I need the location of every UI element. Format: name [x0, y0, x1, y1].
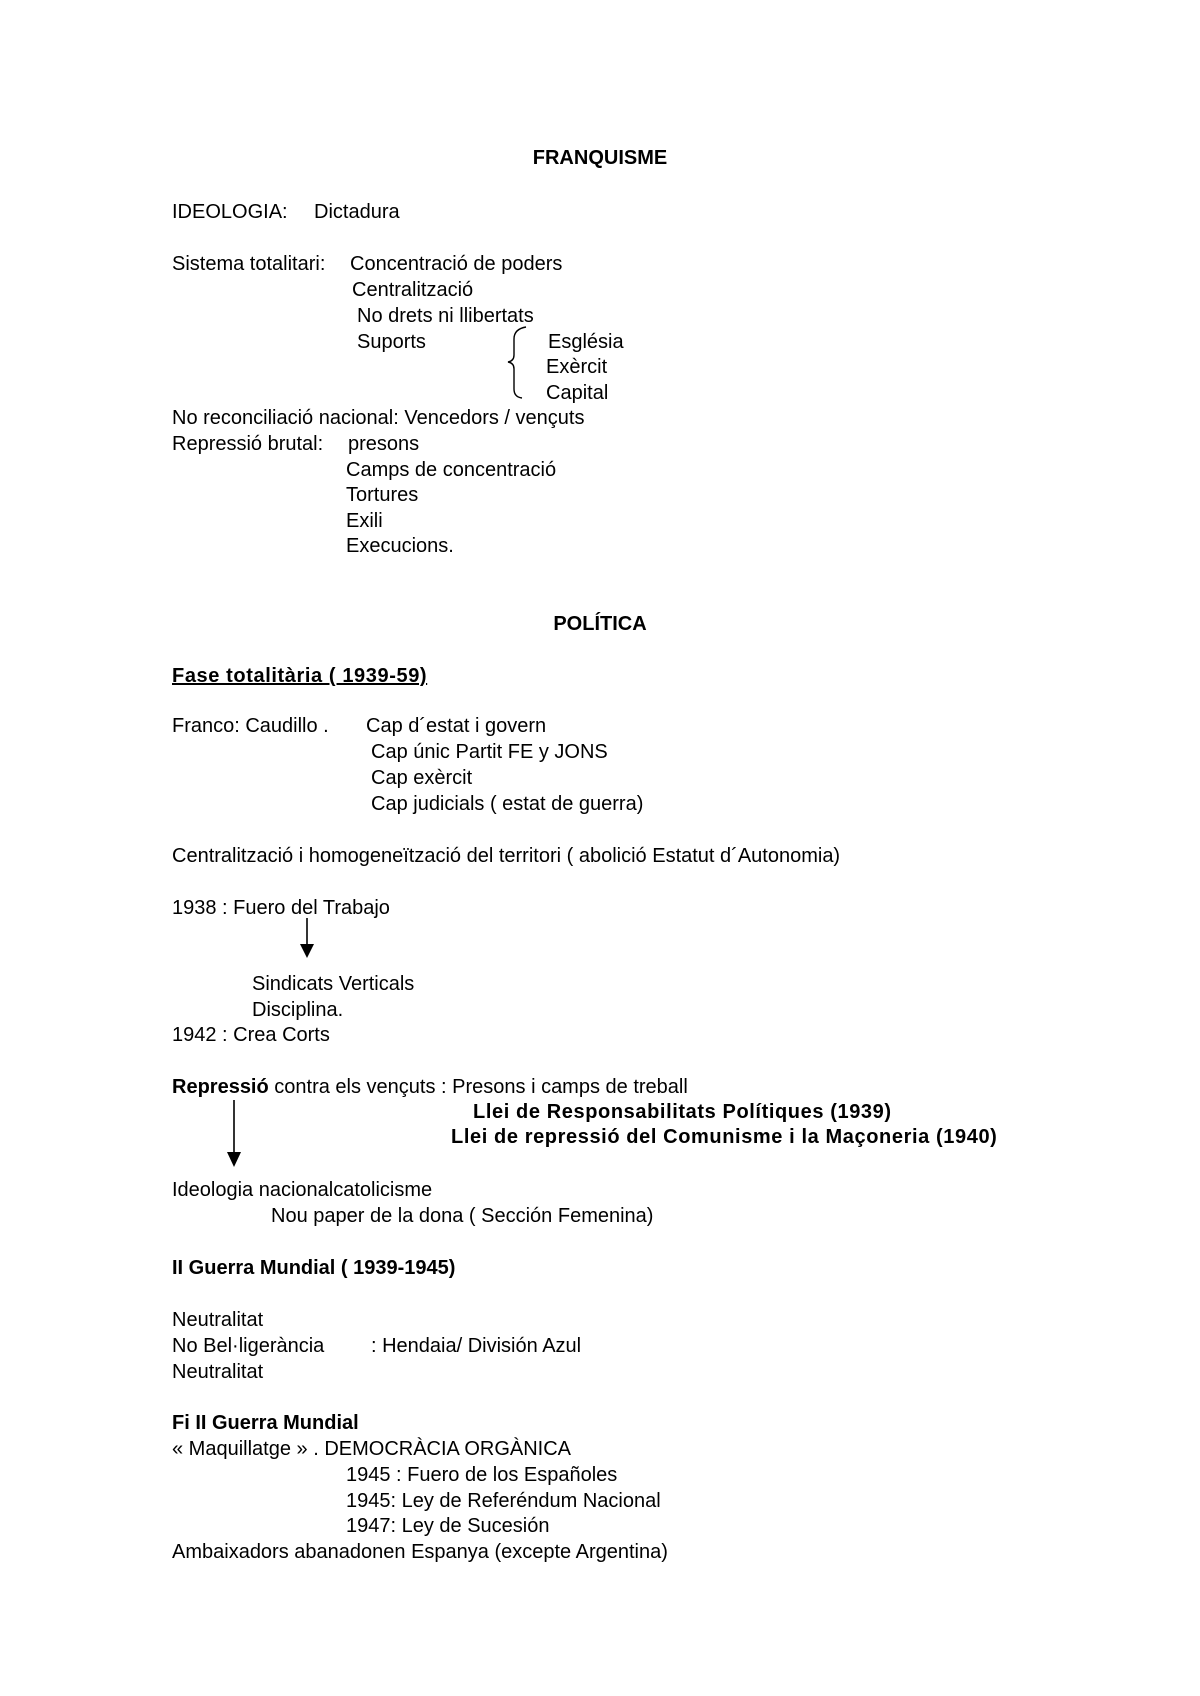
ideologia-label: IDEOLOGIA: [172, 201, 288, 223]
repressio-brutal-item: Execucions. [346, 535, 454, 557]
repressio-bold: Repressió [172, 1076, 269, 1098]
guerra-heading: II Guerra Mundial ( 1939-1945) [172, 1257, 456, 1279]
maquillatge-line: « Maquillatge » . DEMOCRÀCIA ORGÀNICA [172, 1438, 572, 1460]
repressio-rest: contra els vençuts : Presons i camps de treball [268, 1076, 688, 1098]
repressio-brutal-item: Camps de concentració [346, 459, 557, 481]
franco-item: Cap únic Partit FE y JONS [371, 741, 608, 763]
llei-line: Llei de repressió del Comunisme i la Maçoneria (1940) [451, 1126, 998, 1148]
ambaixadors-line: Ambaixadors abanadonen Espanya (excepte Argentina) [172, 1541, 668, 1563]
repressio-brutal-item: Exili [346, 510, 383, 532]
fi-guerra-heading: Fi II Guerra Mundial [172, 1412, 359, 1434]
sistema-item: No drets ni llibertats [357, 305, 534, 327]
guerra-item: Neutralitat [172, 1361, 264, 1383]
paper-dona-line: Nou paper de la dona ( Sección Femenina) [271, 1205, 654, 1227]
repressio-arrow-head [227, 1152, 241, 1167]
guerra-item: Neutralitat [172, 1309, 264, 1331]
page-title: FRANQUISME [532, 147, 668, 169]
franco-label: Franco: Caudillo . [172, 715, 329, 737]
sindicats-item: Disciplina. [252, 999, 344, 1021]
ideologia-value: Dictadura [314, 201, 400, 223]
sistema-item: Concentració de poders [350, 253, 563, 275]
sindicats-item: Sindicats Verticals [252, 973, 415, 995]
suport-item: Església [548, 331, 624, 353]
suport-item: Exèrcit [546, 356, 608, 378]
guerra-item-detail: : Hendaia/ División Azul [371, 1335, 582, 1357]
franco-item: Cap exèrcit [371, 767, 473, 789]
llei-1945-item: 1945 : Fuero de los Españoles [346, 1464, 618, 1486]
llei-line: Llei de Responsabilitats Polítiques (1939) [473, 1101, 892, 1123]
fase-heading: Fase totalitària ( 1939-59) [172, 665, 428, 687]
llei-1945-item: 1945: Ley de Referéndum Nacional [346, 1490, 661, 1512]
suport-item: Capital [546, 382, 609, 404]
sistema-item: Suports [357, 331, 426, 353]
politica-heading: POLÍTICA [553, 613, 647, 635]
repressio-brutal-item: Tortures [346, 484, 419, 506]
fuero-trabajo-line: 1938 : Fuero del Trabajo [172, 897, 390, 919]
reconciliacio-line: No reconciliació nacional: Vencedors / vençuts [172, 407, 585, 429]
repressio-brutal-label: Repressió brutal: [172, 433, 324, 455]
suports-brace [508, 327, 526, 398]
franco-item: Cap judicials ( estat de guerra) [371, 793, 644, 815]
sistema-label: Sistema totalitari: [172, 253, 326, 275]
centralitzacio-line: Centralització i homogeneïtzació del territori ( abolició Estatut d´Autonomia) [172, 845, 841, 867]
ideologia-nc-line: Ideologia nacionalcatolicisme [172, 1179, 433, 1201]
fuero-arrow-head [300, 944, 314, 958]
llei-1945-item: 1947: Ley de Sucesión [346, 1515, 550, 1537]
sistema-item: Centralització [352, 279, 474, 301]
guerra-item: No Bel·ligerància [172, 1335, 325, 1357]
repressio-brutal-item: presons [348, 433, 420, 455]
franco-item: Cap d´estat i govern [366, 715, 547, 737]
corts-line: 1942 : Crea Corts [172, 1024, 330, 1046]
